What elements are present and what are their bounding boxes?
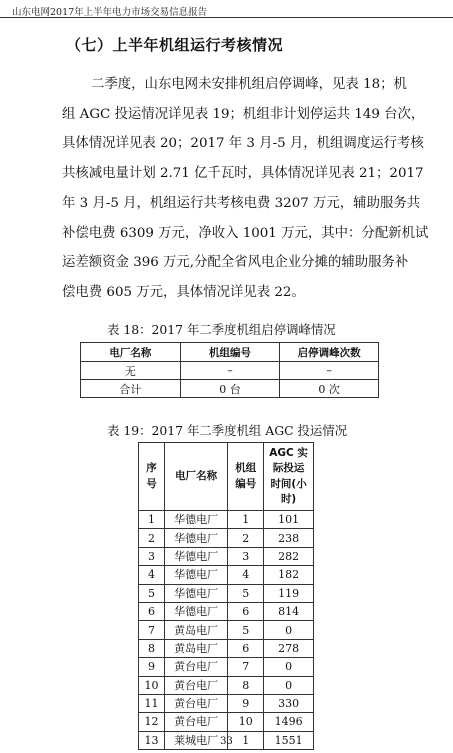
table-18 — [80, 342, 379, 398]
table-cell: 5 — [228, 621, 264, 639]
paragraph-line: 补偿电费 6309 万元，净收入 1001 万元，其中：分配新机试 — [62, 225, 429, 241]
table-cell: 合计 — [81, 380, 181, 398]
column-header: 机组编号 — [180, 343, 280, 362]
paragraph-line: 年 3 月-5 月，机组运行共考核电费 3207 万元，辅助服务共 — [62, 195, 421, 211]
table-row — [81, 362, 379, 380]
table-cell: 1 — [139, 511, 165, 529]
paragraph-line: 共核减电量计划 2.71 亿千瓦时，具体情况详见表 21；2017 — [62, 166, 424, 182]
table-row — [139, 639, 314, 657]
table-cell: 4 — [228, 566, 264, 584]
table-cell: 0 台 — [180, 380, 280, 398]
table-cell: 3 — [228, 547, 264, 565]
table-cell: – — [180, 362, 280, 380]
table-cell: 8 — [228, 676, 264, 694]
section-title: （七）上半年机组运行考核情况 — [66, 36, 284, 54]
table-cell: 3 — [139, 547, 165, 565]
table-cell: 5 — [228, 584, 264, 602]
table-cell: 0 次 — [280, 380, 379, 398]
table-row — [139, 566, 314, 584]
table-cell: 6 — [228, 639, 264, 657]
table-header-row — [81, 343, 379, 362]
column-header: 机组编号 — [228, 443, 264, 511]
table-cell: – — [280, 362, 379, 380]
table-cell: 11 — [139, 694, 165, 712]
table-cell: 华德电厂 — [164, 584, 227, 602]
table-cell: 莱城电厂 — [164, 731, 227, 749]
table-cell: 黄岛电厂 — [164, 639, 227, 657]
table-cell: 7 — [139, 621, 165, 639]
table-row — [139, 511, 314, 529]
paragraph-line: 组 AGC 投运情况详见表 19；机组非计划停运共 149 台次， — [62, 106, 425, 122]
table19-caption: 表 19：2017 年二季度机组 AGC 投运情况 — [107, 423, 348, 438]
table-cell: 黄台电厂 — [164, 676, 227, 694]
table-header-row — [139, 443, 314, 511]
table-cell: 华德电厂 — [164, 529, 227, 547]
table-cell: 1496 — [264, 713, 314, 731]
table-cell: 黄岛电厂 — [164, 621, 227, 639]
table-row — [139, 713, 314, 731]
paragraph-line: 二季度，山东电网未安排机组启停调峰，见表 18；机 — [91, 77, 407, 92]
table-cell: 282 — [264, 547, 314, 565]
table-cell: 0 — [264, 621, 314, 639]
table-cell: 5 — [139, 584, 165, 602]
table-row — [139, 621, 314, 639]
table-cell: 2 — [228, 529, 264, 547]
table-cell: 1 — [228, 511, 264, 529]
table-cell: 6 — [228, 602, 264, 620]
table-cell: 华德电厂 — [164, 566, 227, 584]
table-cell: 814 — [264, 602, 314, 620]
table-row — [139, 529, 314, 547]
header-divider — [0, 17, 453, 18]
table-cell: 1551 — [264, 731, 314, 749]
table-row — [139, 658, 314, 676]
table-cell: 黄台电厂 — [164, 658, 227, 676]
table-cell: 182 — [264, 566, 314, 584]
column-header: 序号 — [139, 443, 165, 511]
table-cell: 7 — [228, 658, 264, 676]
table-row — [139, 694, 314, 712]
column-header: 启停调峰次数 — [280, 343, 379, 362]
table-cell: 101 — [264, 511, 314, 529]
table-cell: 119 — [264, 584, 314, 602]
table-cell: 10 — [228, 713, 264, 731]
table-row — [139, 602, 314, 620]
paragraph-line: 具体情况详见表 20；2017 年 3 月-5 月，机组调度运行考核 — [62, 136, 424, 152]
paragraph-line: 运差额资金 396 万元,分配全省风电企业分摊的辅助服务补 — [62, 255, 409, 271]
table-cell: 2 — [139, 529, 165, 547]
page-header: 山东电网2017年上半年电力市场交易信息报告 — [12, 7, 208, 18]
table-row — [139, 676, 314, 694]
table-cell: 4 — [139, 566, 165, 584]
column-header: 电厂名称 — [81, 343, 181, 362]
table-cell: 10 — [139, 676, 165, 694]
table-cell: 278 — [264, 639, 314, 657]
table18-caption: 表 18：2017 年二季度机组启停调峰情况 — [107, 322, 336, 337]
table-cell: 238 — [264, 529, 314, 547]
table-cell: 华德电厂 — [164, 547, 227, 565]
table-cell: 黄台电厂 — [164, 694, 227, 712]
table-19 — [138, 442, 314, 750]
body-paragraph — [62, 70, 442, 308]
table-cell: 华德电厂 — [164, 511, 227, 529]
table-cell: 9 — [228, 694, 264, 712]
table-cell: 黄台电厂 — [164, 713, 227, 731]
table-cell: 6 — [139, 602, 165, 620]
paragraph-line: 偿电费 605 万元，具体情况详见表 22。 — [62, 284, 305, 300]
table-cell: 9 — [139, 658, 165, 676]
table-cell: 330 — [264, 694, 314, 712]
table-cell: 华德电厂 — [164, 602, 227, 620]
table-cell: 8 — [139, 639, 165, 657]
table-row — [139, 547, 314, 565]
table-body — [139, 511, 314, 750]
table-row — [139, 584, 314, 602]
table-cell: 0 — [264, 658, 314, 676]
table-cell: 12 — [139, 713, 165, 731]
table-cell: 0 — [264, 676, 314, 694]
table-cell: 无 — [81, 362, 181, 380]
table-row — [81, 380, 379, 398]
table-cell: 13 — [139, 731, 165, 749]
table-cell: 1 — [228, 731, 264, 749]
column-header: 电厂名称 — [164, 443, 227, 511]
page-number: 33 — [220, 736, 233, 747]
column-header: AGC 实际投运时间(小时) — [264, 443, 314, 511]
